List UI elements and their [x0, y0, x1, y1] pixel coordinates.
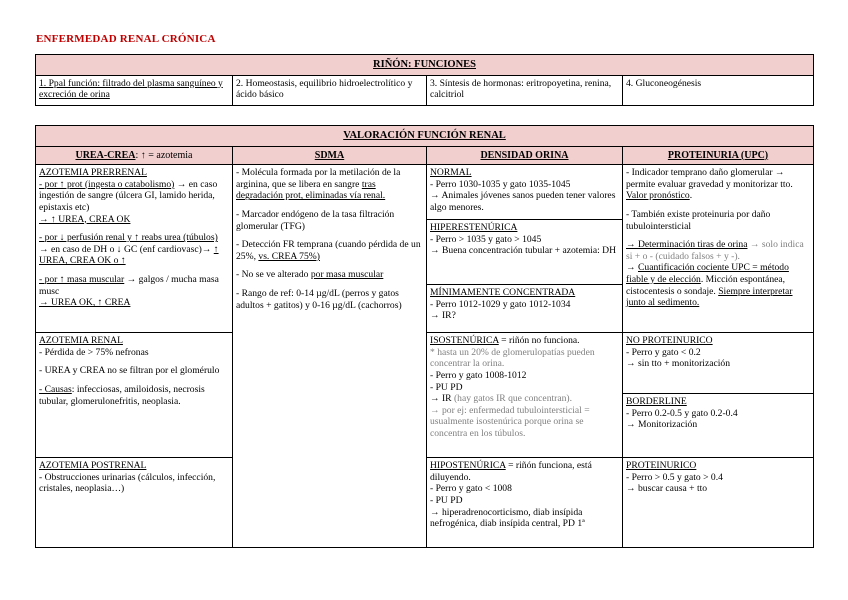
- densidad-iso-cell: ISOSTENÚRICA = riñón no funciona. * hasta un 20% de glomerulopatías pueden concentrar la orina. - Perro y gato 1008-1012 - PU PD → IR (hay gatos IR que concentran). → por ej: enfermedad tubulointersticial = usualmente isostenúrica porque orina se concentra en los túbulos.: [427, 333, 623, 458]
- proteinurico-cell: PROTEINURICO - Perro > 0.5 y gato > 0.4 → buscar causa + tto: [623, 458, 814, 548]
- funciones-table: [35, 54, 814, 106]
- valoracion-header: VALORACIÓN FUNCIÓN RENAL: [36, 126, 814, 147]
- funcion-3: 3. Síntesis de hormonas: eritropoyetina, renina, calcitriol: [427, 75, 623, 105]
- densidad-minima-cell: MÍNIMAMENTE CONCENTRADA - Perro 1012-1029 y gato 1012-1034 → IR?: [427, 285, 623, 333]
- col-header-sdma: SDMA: [233, 146, 427, 165]
- document-title: ENFERMEDAD RENAL CRÓNICA: [36, 33, 216, 45]
- azotemia-renal-cell: AZOTEMIA RENAL - Pérdida de > 75% nefronas - UREA y CREA no se filtran por el glomérulo - Causas: infecciosas, amiloidosis, necrosis tubular, glomerulonefritis, neoplasia.: [36, 333, 233, 458]
- funcion-4: 4. Gluconeogénesis: [623, 75, 814, 105]
- funcion-2: 2. Homeostasis, equilibrio hidroelectrolítico y ácido básico: [233, 75, 427, 105]
- prerrenal-title: AZOTEMIA PRERRENAL: [39, 167, 147, 179]
- proteinuria-categories-cell: [623, 333, 814, 458]
- proteinuria-info-cell: - Indicador temprano daño glomerular → permite evaluar gravedad y monitorizar tto. Valor pronóstico. - También existe proteinuria por daño tubulointersticial → Determinación tiras de orina → solo indica si + o - (cuidado falsos + y -). → Cuantificación cociente UPC = método fiable y de elección. Micción espontánea, cistocentesis o sondaje. Siempre interpretar junto al sedimento.: [623, 165, 814, 333]
- azotemia-postrenal-cell: AZOTEMIA POSTRENAL - Obstrucciones urinarias (cálculos, infección, cristales, neoplasia…): [36, 458, 233, 548]
- col-header-urea: UREA-CREA: ↑ = azotemia: [36, 146, 233, 165]
- densidad-normal-cell: NORMAL - Perro 1030-1035 y gato 1035-1045 → Animales jóvenes sanos pueden tener valores algo menores.: [427, 165, 623, 220]
- azotemia-prerrenal-cell: AZOTEMIA PRERRENAL - por ↑ prot (ingesta o catabolismo) → en caso ingestión de sangre (úlcera GI, lamido herida, epistaxis etc) → ↑ UREA, CREA OK - por ↓ perfusión renal y ↑ reabs urea (túbulos) → en caso de DH o ↓ GC (enf cardiovasc)→ ↑ UREA, CREA OK o ↑ - por ↑ masa muscular → galgos / mucha masa musc → UREA OK, ↑ CREA: [36, 165, 233, 333]
- funciones-header: RIÑÓN: FUNCIONES: [36, 55, 814, 76]
- borderline-block: BORDERLINE - Perro 0.2-0.5 y gato 0.2-0.4 → Monitorización: [626, 396, 738, 431]
- valoracion-table: [35, 125, 814, 548]
- densidad-hipo-cell: HIPOSTENÚRICA = riñón funciona, está diluyendo. - Perro y gato < 1008 - PU PD → hiperadrenocorticismo, diab insípida nefrogénica, diab insípida central, PD 1ª: [427, 458, 623, 548]
- col-header-proteinuria: PROTEINURIA (UPC): [623, 146, 814, 165]
- sdma-cell: - Molécula formada por la metilación de la arginina, que se libera en sangre tras degradación prot, eliminadas vía renal. - Marcador endógeno de la tasa filtración glomerular (TFG) - Detección FR temprana (cuando pérdida de un 25%, vs. CREA 75%) - No se ve alterado por masa muscular - Rango de ref: 0-14 µg/dL (perros y gatos adultos + gatitos) y 0-16 µg/dL (cachorros): [233, 165, 427, 548]
- col-header-densidad: DENSIDAD ORINA: [427, 146, 623, 165]
- funcion-1: 1. Ppal función: filtrado del plasma sanguíneo y excreción de orina: [36, 75, 233, 105]
- densidad-hiper-cell: HIPERESTENÚRICA - Perro > 1035 y gato > 1045 → Buena concentración tubular + azotemia: DH: [427, 220, 623, 285]
- no-proteinurico-block: NO PROTEINURICO - Perro y gato < 0.2 → sin tto + monitorización: [623, 333, 813, 394]
